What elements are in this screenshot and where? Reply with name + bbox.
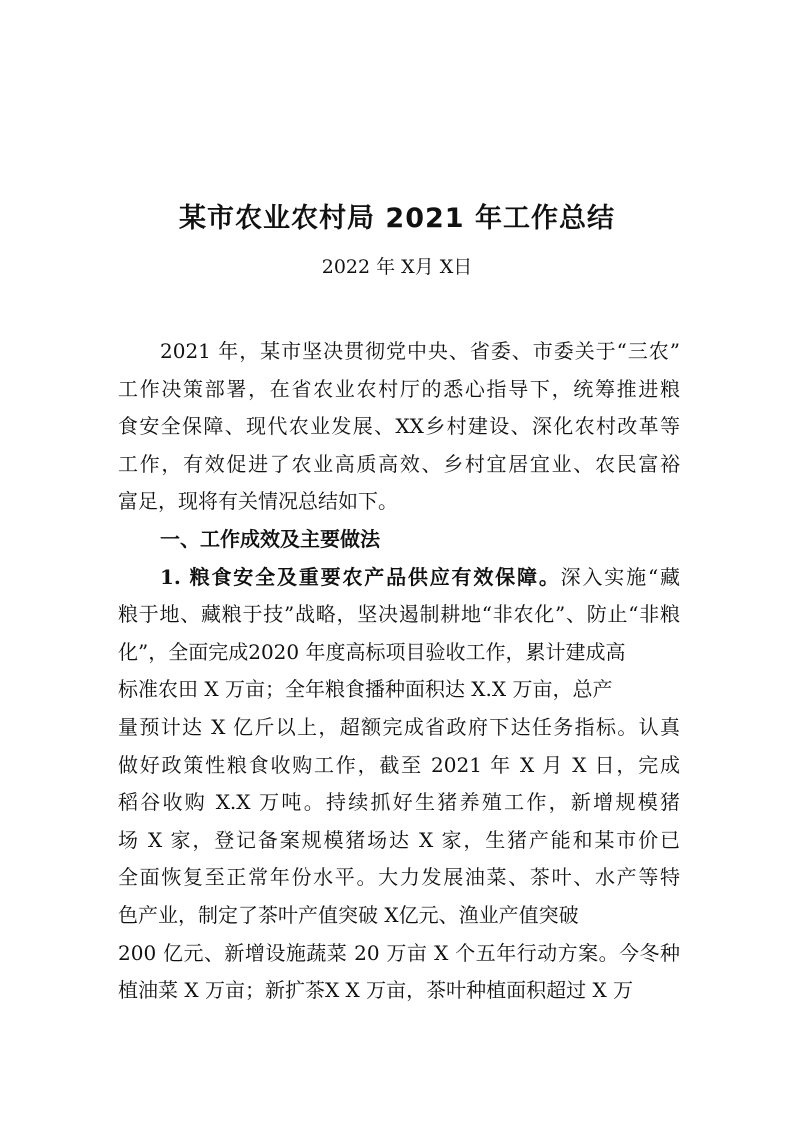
paragraph-line: 色产业，制定了茶叶产值突破 X亿元、渔业产值突破 — [118, 902, 579, 927]
paragraph-line: 食安全保障、现代农业发展、XX乡村建设、深化农村改革等 — [118, 414, 680, 439]
paragraph-line — [118, 559, 680, 597]
paragraph-line: 场 X 家，登记备案规模猪场达 X 家，生猪产能和某市价已 — [118, 827, 680, 852]
paragraph-line: 植油菜 X 万亩；新扩茶X X 万亩，茶叶种植面积超过 X 万 — [118, 978, 634, 1003]
paragraph-line: 稻谷收购 X.X 万吨。持续抓好生猪养殖工作，新增规模猪 — [118, 790, 680, 815]
paragraph-line: 量预计达 X 亿斤以上，超额完成省政府下达任务指标。认真 — [118, 714, 680, 739]
paragraph-line: 工作决策部署，在省农业农村厅的悉心指导下，统筹推进粮 — [118, 376, 680, 401]
document-date: 2022 年 X月 X日 — [321, 256, 473, 278]
paragraph-line: 化”，全面完成2020 年度高标项目验收工作，累计建成高 — [118, 639, 626, 664]
document-title: 某市农业农村局 2021 年工作总结 — [179, 203, 615, 234]
paragraph-line: 200 亿元、新增设施蔬菜 20 万亩 X 个五年行动方案。今冬种 — [118, 940, 680, 965]
paragraph-line: 富足，现将有关情况总结如下。 — [118, 489, 398, 514]
paragraph-line: 粮于地、藏粮于技”战略，坚决遏制耕地“非农化”、防止“非粮 — [118, 602, 680, 627]
paragraph-line: 2021 年，某市坚决贯彻党中央、省委、市委关于“三农” — [160, 339, 680, 363]
paragraph-line: 工作，有效促进了农业高质高效、乡村宜居宜业、农民富裕 — [118, 451, 680, 476]
document-body — [118, 333, 680, 1010]
paragraph-line: 标准农田 X 万亩；全年粮食播种面积达 X.X 万亩，总产 — [118, 677, 613, 702]
paragraph-line: 全面恢复至正常年份水平。大力发展油菜、茶叶、水产等特 — [118, 865, 680, 890]
paragraph-line: 做好政策性粮食收购工作，截至 2021 年 X 月 X 日，完成 — [118, 752, 680, 777]
section-heading: 一、工作成效及主要做法 — [160, 526, 380, 551]
item-lead: 1. 粮食安全及重要农产品供应有效保障。 — [160, 564, 561, 589]
item-text: 深入实施“藏 — [560, 564, 680, 589]
